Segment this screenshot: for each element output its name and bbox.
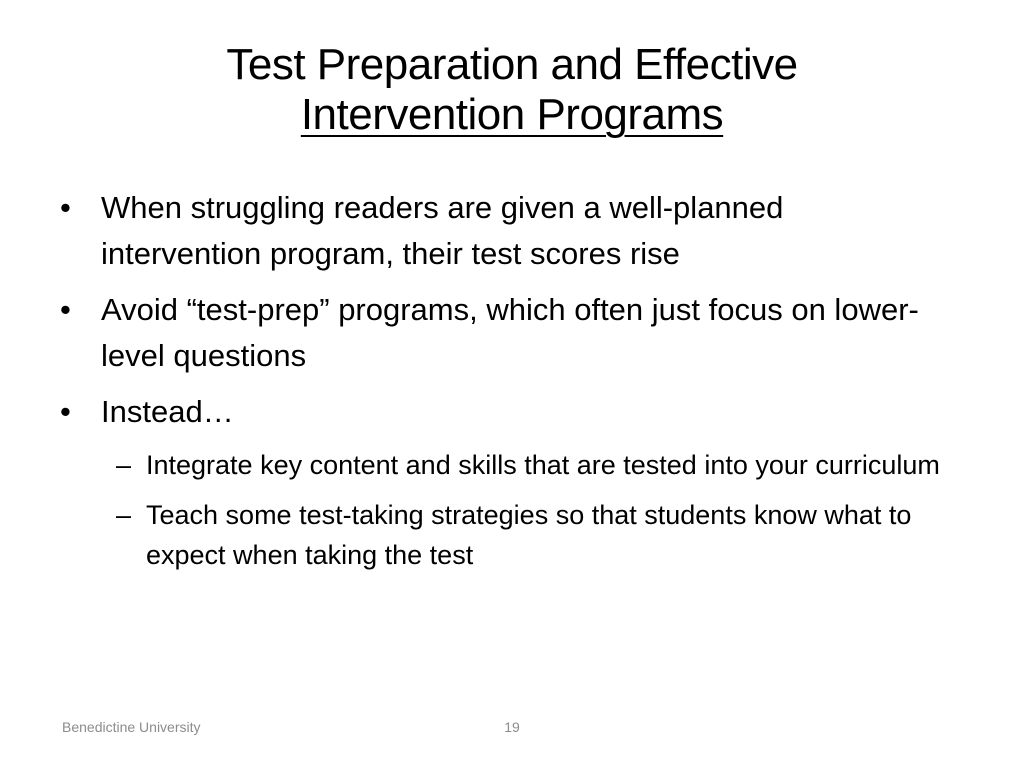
- bullet-marker: •: [60, 292, 71, 327]
- sub-bullet-item: [60, 495, 940, 575]
- bullet-marker: •: [60, 190, 71, 225]
- sub-bullet-item: [60, 445, 940, 485]
- sub-bullet-marker: –: [116, 450, 132, 480]
- sub-bullet-marker: –: [116, 500, 132, 530]
- bullet-item: [60, 389, 940, 435]
- footer-organization: Benedictine University: [62, 719, 201, 735]
- bullet-item: [60, 185, 940, 277]
- slide-title-line-1: Test Preparation and Effective: [226, 40, 798, 89]
- sub-bullet-text: Teach some test-taking strategies so that students know what to expect when taking the test: [146, 500, 912, 570]
- slide-title: [0, 40, 1024, 140]
- bullet-marker: •: [60, 394, 71, 429]
- bullet-text: Instead…: [101, 394, 234, 429]
- sub-bullet-text: Integrate key content and skills that are tested into your curriculum: [146, 450, 940, 480]
- slide-body: [60, 185, 940, 585]
- slide-title-line-2: Intervention Programs: [300, 90, 724, 139]
- bullet-item: [60, 287, 940, 379]
- bullet-text: Avoid “test-prep” programs, which often just focus on lower-level questions: [101, 292, 919, 373]
- bullet-text: When struggling readers are given a well-planned intervention program, their test scores rise: [101, 190, 784, 271]
- footer-page-number: 19: [504, 719, 520, 735]
